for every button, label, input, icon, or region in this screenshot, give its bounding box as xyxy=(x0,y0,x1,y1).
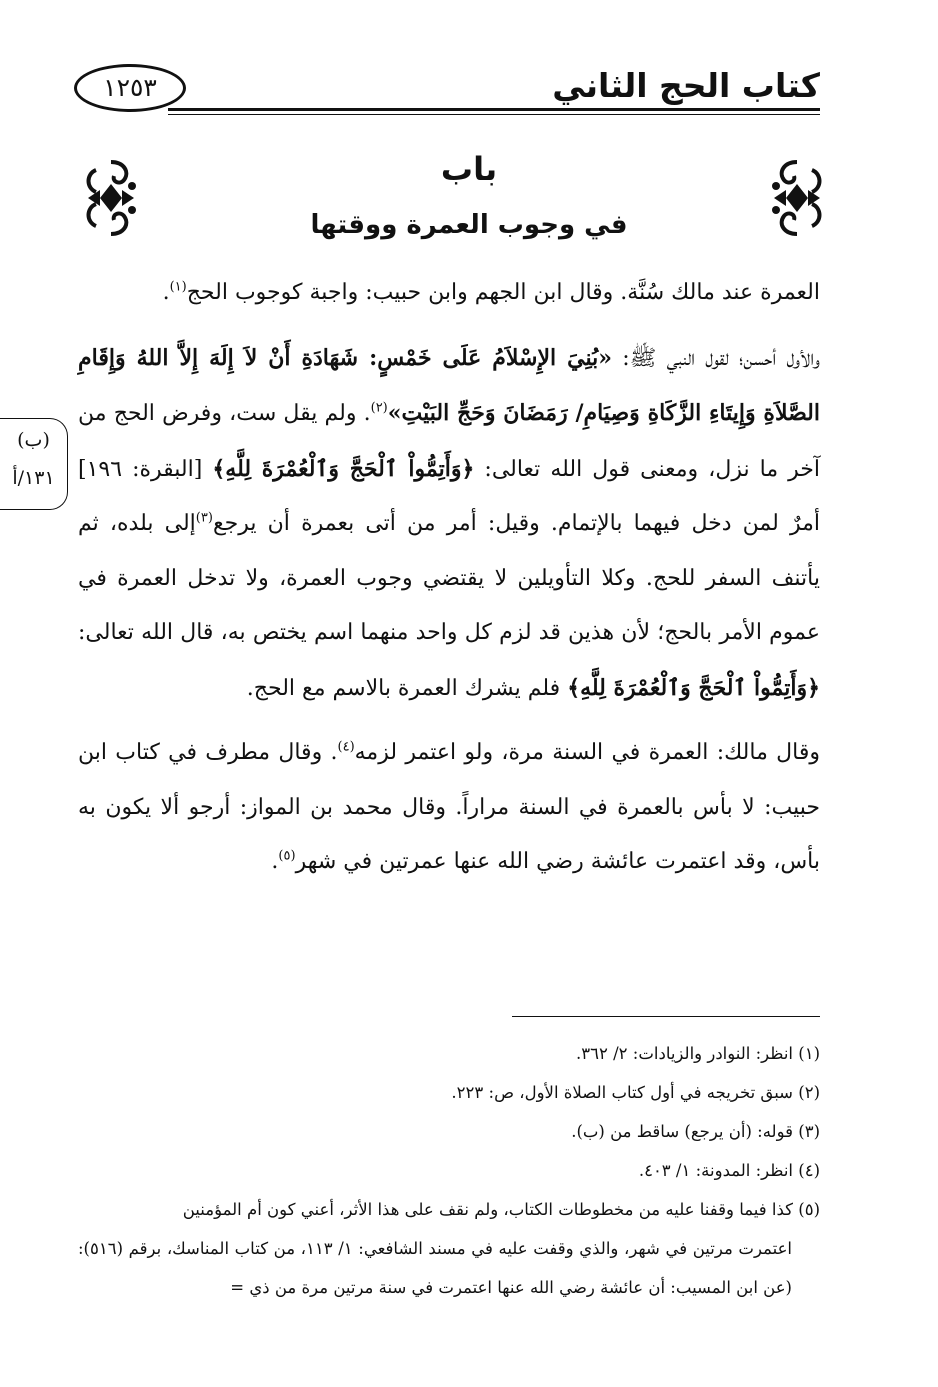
running-header-title: كتاب الحج الثاني xyxy=(552,66,820,105)
footnote-2: (٢) سبق تخريجه في أول كتاب الصلاة الأول، ص: ٢٢٣. xyxy=(451,1083,820,1102)
paragraph-2: والأول أحسن؛ لقول النبي ﷺ: «بُنِيَ الإِسْلاَمُ عَلَى خَمْسٍ: شَهَادَةِ أَنْ لاَ إِلَهَ إِلاَّ اللهُ وَإِقَامِ الصَّلاَةِ وَإِيتَاءِ الزَّكَاةِ وَصِيَامِ/ رَمَضَانَ وَحَجِّ البَيْتِ»$^{(٢)}$. ولم يقل ست، وفرض الحج من آخر ما نزل، ومعنى قول الله تعالى: ﴿وَأَتِمُّواْ ٱلْحَجَّ وَٱلْعُمْرَةَ لِلَّهِ﴾ [البقرة: ١٩٦] أمرٌ لمن دخل فيهما بالإتمام. وقيل: أمر من أتى بعمرة أن يرجع$^{(٣)}$إلى بلده، ثم يأتنف السفر للحج. وكلا التأويلين لا يقتضي وجوب العمرة، ولا تدخل العمرة في عموم الأمر بالحج؛ لأن هذين قد لزم كل واحد منهما اسم يختص به، قال الله تعالى: ﴿وَأَتِمُّواْ ٱلْحَجَّ وَٱلْعُمْرَةَ لِلَّهِ﴾ فلم يشرك العمرة بالاسم مع الحج. xyxy=(78,344,821,701)
footnote-5: (٥) كذا فيما وقفنا عليه من مخطوطات الكتاب، ولم نقف على هذا الأثر، أعني كون أم المؤمنين xyxy=(182,1200,820,1219)
footnote-3: (٣) قوله: (أن يرجع) ساقط من (ب). xyxy=(571,1122,820,1141)
page-number-badge xyxy=(74,64,186,112)
footnote-ref-4[interactable]: (٤) xyxy=(337,739,355,755)
quran-verse-1: ﴿وَأَتِمُّواْ ٱلْحَجَّ وَٱلْعُمْرَةَ لِلَّهِ﴾ xyxy=(212,455,475,482)
header-rule xyxy=(168,108,820,111)
paragraph-3: وقال مالك: العمرة في السنة مرة، ولو اعتمر لزمه$^{(٤)}$. وقال مطرف في كتاب ابن حبيب: لا بأس بالعمرة في السنة مراراً. وقال محمد بن المواز: أرجو ألا يكون به بأس، وقد اعتمرت عائشة رضي الله عنها عمرتين في شهر$^{(٥)}$. xyxy=(78,739,820,874)
footnotes xyxy=(78,1034,820,1307)
footnote-ref-2[interactable]: (٢) xyxy=(370,400,388,416)
quran-verse-2: ﴿وَأَتِمُّواْ ٱلْحَجَّ وَٱلْعُمْرَةَ لِلَّهِ﴾ xyxy=(567,674,820,701)
hadith-quote: «بُنِيَ الإِسْلاَمُ عَلَى خَمْسٍ: شَهَادَةِ أَنْ لاَ إِلَهَ إِلاَّ اللهُ وَإِقَامِ الصَّلاَةِ وَإِيتَاءِ الزَّكَاةِ وَصِيَامِ/ رَمَضَانَ وَحَجِّ البَيْتِ» xyxy=(78,344,820,426)
margin-note-line-2: ١٣١/أ xyxy=(12,467,55,489)
verse-citation: [البقرة: ١٩٦] xyxy=(78,456,213,482)
header-rule-thin xyxy=(168,114,820,115)
manuscript-margin-note xyxy=(0,418,68,510)
footnote-ref-1[interactable]: (١) xyxy=(169,279,187,295)
footnote-1: (١) انظر: النوادر والزيادات: ٢/ ٣٦٢. xyxy=(576,1044,820,1063)
footnote-ref-5[interactable]: (٥) xyxy=(278,848,296,864)
footnote-5-continued: اعتمرت مرتين في شهر، والذي وقفت عليه في مسند الشافعي: ١/ ١١٣، من كتاب المناسك، برقم (٥١٦): (عن ابن المسيب: أن عائشة رضي الله عنها اعتمرت في سنة مرتين مرة من ذي = xyxy=(78,1239,793,1297)
page-number: ١٢٥٣ xyxy=(103,73,157,102)
footnote-separator xyxy=(512,1016,820,1017)
margin-note-line-1: (ب) xyxy=(17,429,50,451)
chapter-label: باب xyxy=(440,150,498,188)
footnote-ref-3[interactable]: (٣) xyxy=(195,510,213,526)
body-text xyxy=(78,266,820,890)
footnote-4: (٤) انظر: المدونة: ١/ ٤٠٣. xyxy=(638,1161,820,1180)
paragraph-1: العمرة عند مالك سُنَّة. وقال ابن الجهم وابن حبيب: واجبة كوجوب الحج$^{(١)}$. xyxy=(162,279,820,305)
chapter-title: في وجوب العمرة ووقتها xyxy=(310,210,628,240)
